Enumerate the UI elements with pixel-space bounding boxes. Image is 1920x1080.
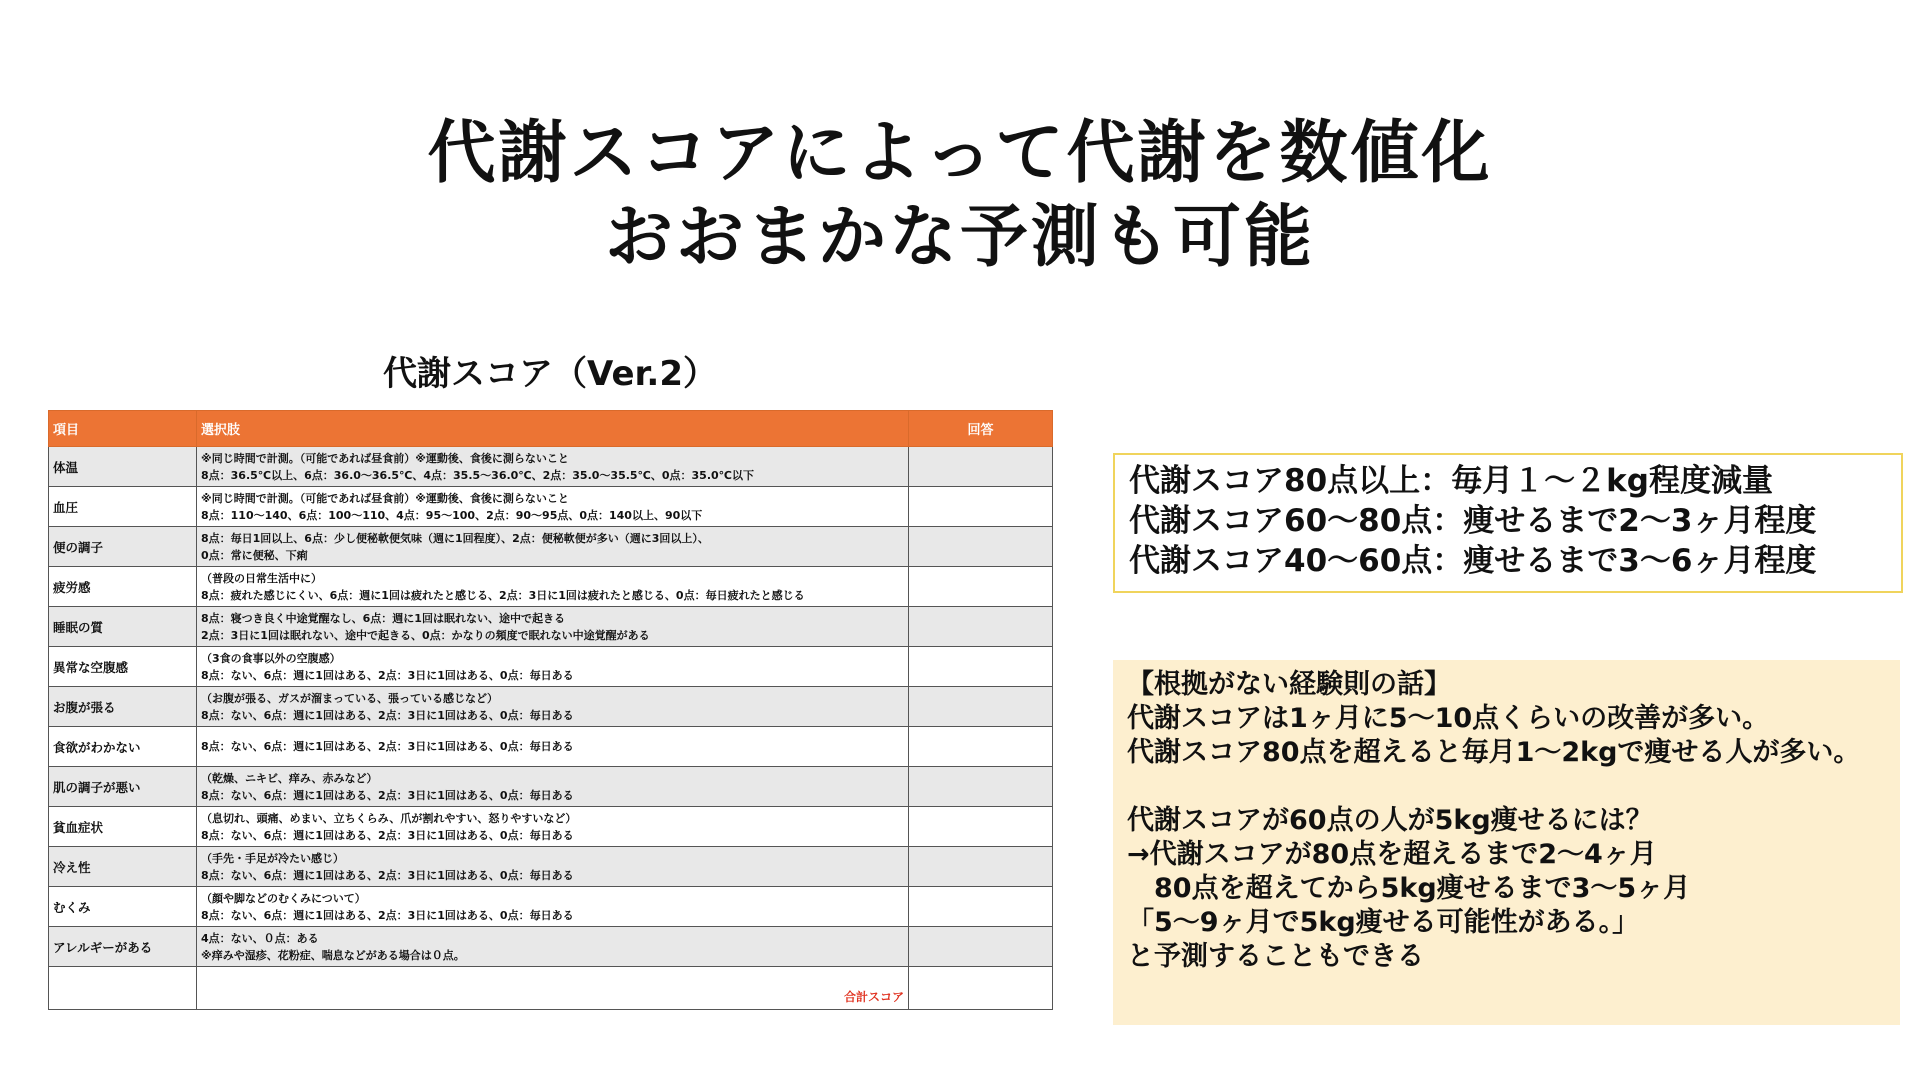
option-line: 8点：ない、6点：週に1回はある、2点：3日に1回はある、0点：毎日ある bbox=[201, 908, 574, 922]
row-options bbox=[197, 687, 909, 727]
answer-cell[interactable] bbox=[909, 807, 1053, 847]
option-line: 4点：ない、０点：ある bbox=[201, 931, 319, 945]
answer-cell[interactable] bbox=[909, 887, 1053, 927]
row-options bbox=[197, 927, 909, 967]
row-item-label: 疲労感 bbox=[49, 567, 197, 607]
option-line: ※同じ時間で計測。（可能であれば昼食前）※運動後、食後に測らないこと bbox=[201, 451, 569, 465]
rule-line: 80点を超えてから5kg痩せるまで3〜5ヶ月 bbox=[1127, 873, 1691, 904]
option-line: 8点：寝つき良く中途覚醒なし、6点：週に1回は眠れない、途中で起きる bbox=[201, 611, 565, 625]
answer-cell[interactable] bbox=[909, 447, 1053, 487]
table-row bbox=[49, 927, 1053, 967]
option-line: 8点：毎日1回以上、6点：少し便秘軟便気味（週に1回程度）、2点：便秘軟便が多い（週に3回以上）、 bbox=[201, 531, 709, 545]
table-row bbox=[49, 727, 1053, 767]
rule-line: 代謝スコアは1ヶ月に5〜10点くらいの改善が多い。 bbox=[1127, 703, 1770, 734]
row-item-label: お腹が張る bbox=[49, 687, 197, 727]
total-row bbox=[49, 967, 1053, 1010]
metabolic-score-table bbox=[48, 410, 1053, 1010]
row-item-label: 肌の調子が悪い bbox=[49, 767, 197, 807]
answer-cell[interactable] bbox=[909, 647, 1053, 687]
rule-line bbox=[1127, 770, 1900, 804]
option-line: 8点：ない、6点：週に1回はある、2点：3日に1回はある、0点：毎日ある bbox=[201, 668, 574, 682]
answer-cell[interactable] bbox=[909, 487, 1053, 527]
option-line: （乾燥、ニキビ、痒み、赤みなど） bbox=[201, 771, 378, 785]
table-row bbox=[49, 607, 1053, 647]
rule-line: 【根拠がない経験則の話】 bbox=[1127, 669, 1451, 700]
row-options bbox=[197, 607, 909, 647]
table-row bbox=[49, 887, 1053, 927]
row-item-label: アレルギーがある bbox=[49, 927, 197, 967]
row-options bbox=[197, 767, 909, 807]
option-line: ※同じ時間で計測。（可能であれば昼食前）※運動後、食後に測らないこと bbox=[201, 491, 569, 505]
table-row bbox=[49, 447, 1053, 487]
table-row bbox=[49, 847, 1053, 887]
table-row bbox=[49, 647, 1053, 687]
rule-line: 代謝スコアが60点の人が5kg痩せるには？ bbox=[1127, 805, 1653, 836]
empirical-rule-box bbox=[1113, 660, 1900, 1025]
row-item-label: 体温 bbox=[49, 447, 197, 487]
estimate-line: 代謝スコア40〜60点：痩せるまで3〜6ヶ月程度 bbox=[1129, 543, 1817, 579]
option-line: 8点：ない、6点：週に1回はある、2点：3日に1回はある、0点：毎日ある bbox=[201, 740, 574, 753]
row-item-label: 冷え性 bbox=[49, 847, 197, 887]
total-score-answer-cell[interactable] bbox=[909, 967, 1053, 1010]
total-empty-cell bbox=[49, 967, 197, 1010]
header-options: 選択肢 bbox=[197, 411, 909, 447]
row-options bbox=[197, 567, 909, 607]
row-options bbox=[197, 527, 909, 567]
row-item-label: 便の調子 bbox=[49, 527, 197, 567]
slide-title bbox=[0, 112, 1920, 280]
row-options bbox=[197, 487, 909, 527]
header-answer: 回答 bbox=[909, 411, 1053, 447]
row-options bbox=[197, 647, 909, 687]
row-options bbox=[197, 847, 909, 887]
option-line: 8点：110〜140、6点：100〜110、4点：95〜100、2点：90〜95点、0点：140以上、90以下 bbox=[201, 508, 703, 522]
option-line: （手先・手足が冷たい感じ） bbox=[201, 851, 344, 865]
table-title: 代謝スコア（Ver.2） bbox=[382, 354, 717, 394]
answer-cell[interactable] bbox=[909, 927, 1053, 967]
rule-line: 「5〜9ヶ月で5kg痩せる可能性がある。」 bbox=[1127, 907, 1640, 938]
rule-line: 代謝スコア80点を超えると毎月1〜2kgで痩せる人が多い。 bbox=[1127, 737, 1861, 768]
rule-line: →代謝スコアが80点を超えるまで2〜4ヶ月 bbox=[1127, 839, 1657, 870]
weight-loss-estimate-box bbox=[1113, 453, 1903, 593]
option-line: 8点：ない、6点：週に1回はある、2点：3日に1回はある、0点：毎日ある bbox=[201, 788, 574, 802]
answer-cell[interactable] bbox=[909, 687, 1053, 727]
option-line: 8点：ない、6点：週に1回はある、2点：3日に1回はある、0点：毎日ある bbox=[201, 708, 574, 722]
option-line: 8点：36.5℃以上、6点：36.0〜36.5℃、4点：35.5〜36.0℃、2点：35.0〜35.5℃、0点：35.0℃以下 bbox=[201, 468, 754, 482]
table-row bbox=[49, 567, 1053, 607]
option-line: （3食の食事以外の空腹感） bbox=[201, 651, 341, 665]
row-item-label: 異常な空腹感 bbox=[49, 647, 197, 687]
title-line-1: 代謝スコアによって代謝を数値化 bbox=[427, 114, 1493, 193]
answer-cell[interactable] bbox=[909, 527, 1053, 567]
row-options bbox=[197, 807, 909, 847]
option-line: （お腹が張る、ガスが溜まっている、張っている感じなど） bbox=[201, 691, 498, 705]
option-line: 8点：ない、6点：週に1回はある、2点：3日に1回はある、0点：毎日ある bbox=[201, 828, 574, 842]
row-item-label: 貧血症状 bbox=[49, 807, 197, 847]
option-line: （息切れ、頭痛、めまい、立ちくらみ、爪が割れやすい、怒りやすいなど） bbox=[201, 811, 577, 825]
table-row bbox=[49, 527, 1053, 567]
answer-cell[interactable] bbox=[909, 847, 1053, 887]
estimate-line: 代謝スコア80点以上：毎月１〜２kg程度減量 bbox=[1129, 463, 1773, 499]
answer-cell[interactable] bbox=[909, 727, 1053, 767]
table-row bbox=[49, 487, 1053, 527]
answer-cell[interactable] bbox=[909, 607, 1053, 647]
title-line-2: おおまかな予測も可能 bbox=[604, 198, 1315, 277]
option-line: （顔や脚などのむくみについて） bbox=[201, 891, 366, 905]
option-line: 8点：疲れた感じにくい、6点：週に1回は疲れたと感じる、2点：3日に1回は疲れたと感じる、0点：毎日疲れたと感じる bbox=[201, 588, 805, 602]
row-options bbox=[197, 447, 909, 487]
row-item-label: 血圧 bbox=[49, 487, 197, 527]
rule-line: と予測することもできる bbox=[1127, 941, 1424, 972]
row-options bbox=[197, 727, 909, 767]
total-score-label: 合計スコア bbox=[197, 967, 909, 1010]
row-item-label: 食欲がわかない bbox=[49, 727, 197, 767]
table-row bbox=[49, 807, 1053, 847]
row-options bbox=[197, 887, 909, 927]
table-header-row bbox=[49, 411, 1053, 447]
option-line: ※痒みや湿疹、花粉症、喘息などがある場合は０点。 bbox=[201, 948, 465, 962]
row-item-label: むくみ bbox=[49, 887, 197, 927]
answer-cell[interactable] bbox=[909, 567, 1053, 607]
row-item-label: 睡眠の質 bbox=[49, 607, 197, 647]
option-line: 0点：常に便秘、下痢 bbox=[201, 548, 308, 562]
table-row bbox=[49, 767, 1053, 807]
answer-cell[interactable] bbox=[909, 767, 1053, 807]
table-row bbox=[49, 687, 1053, 727]
estimate-line: 代謝スコア60〜80点：痩せるまで2〜3ヶ月程度 bbox=[1129, 503, 1817, 539]
option-line: （普段の日常生活中に） bbox=[201, 571, 322, 585]
header-item: 項目 bbox=[49, 411, 197, 447]
option-line: 2点：3日に1回は眠れない、途中で起きる、0点：かなりの頻度で眠れない中途覚醒がある bbox=[201, 628, 650, 642]
option-line: 8点：ない、6点：週に1回はある、2点：3日に1回はある、0点：毎日ある bbox=[201, 868, 574, 882]
